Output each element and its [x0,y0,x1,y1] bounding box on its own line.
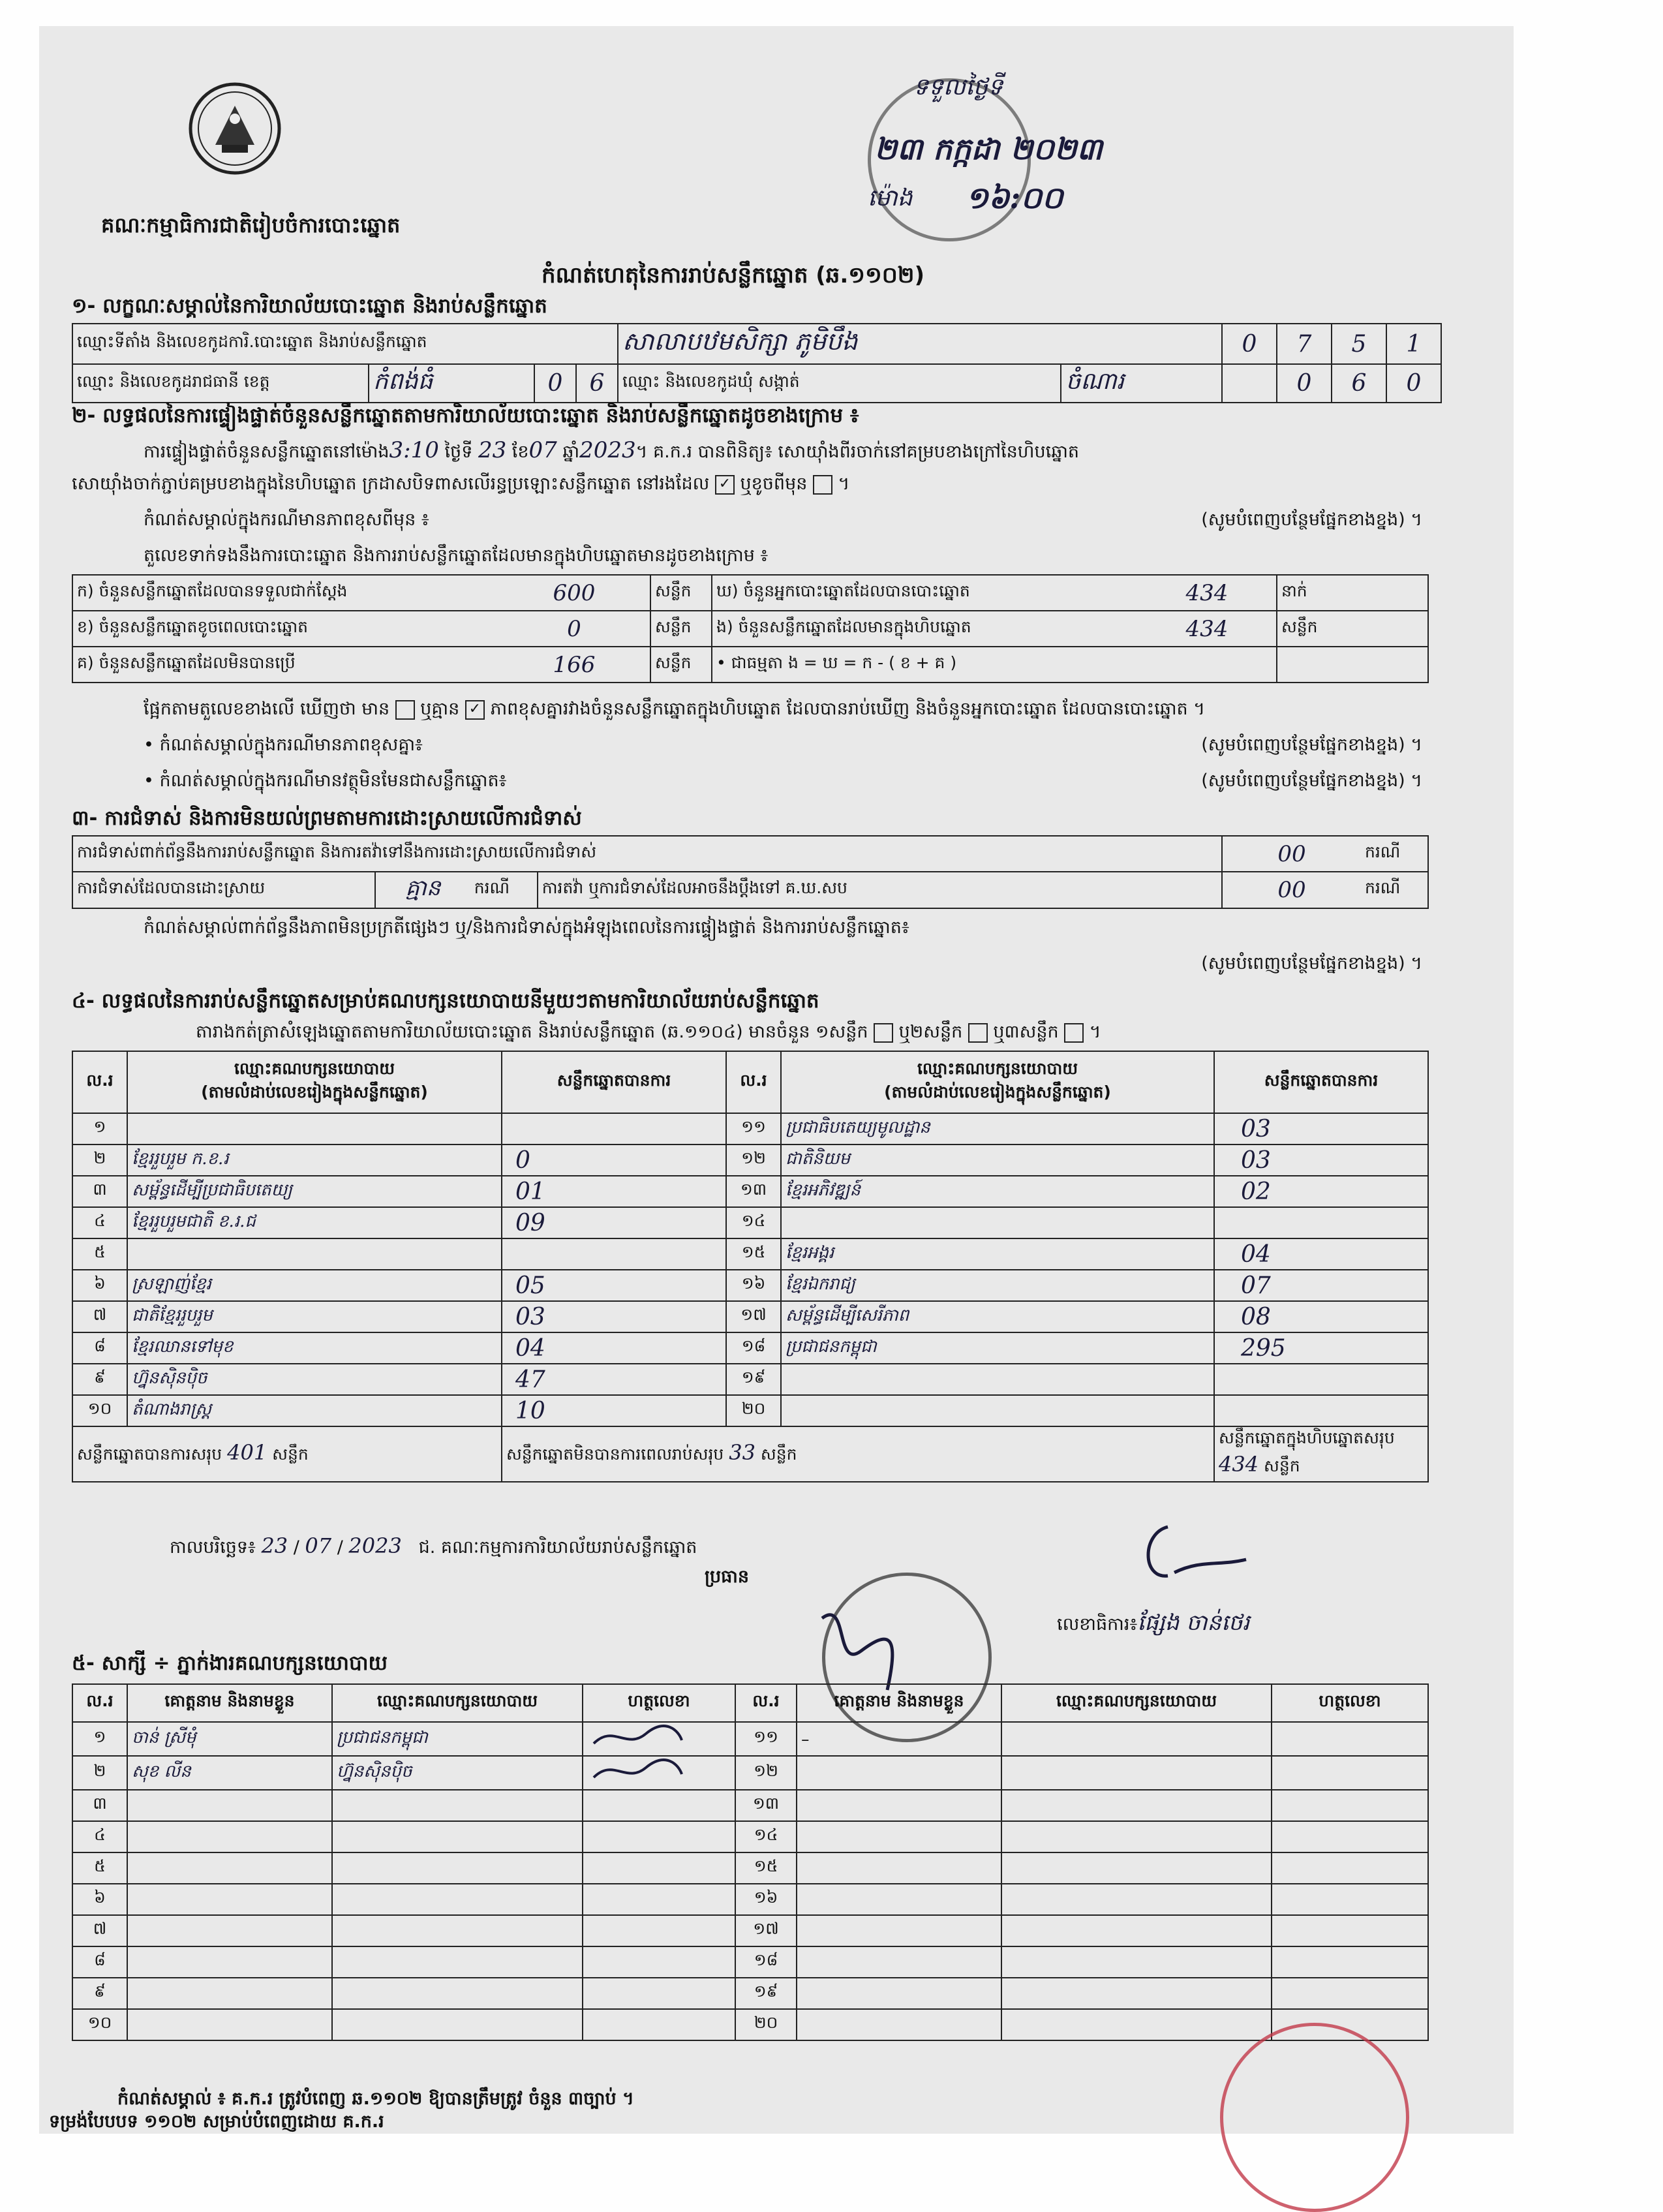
witness-no: ៩ [72,1978,127,2009]
station-digit-2: 7 [1277,324,1332,364]
secretary-signature [1129,1514,1259,1592]
witness-no: ១ [72,1722,127,1756]
witness-name [797,1821,1001,1852]
result-no: ៦ [72,1270,127,1301]
witness-name [127,1946,332,1978]
witness-signature [1272,1946,1428,1978]
witness-party [332,2009,583,2040]
witness-name [127,1884,332,1915]
intact-checkbox[interactable]: ✓ [715,475,735,495]
section-2-heading: ២- លទ្ធផលនៃការផ្ទៀងផ្ទាត់ចំនួនសន្លឹកឆ្នោតតាមការិយាល័យបោះឆ្នោត និងរាប់សន្លឹកឆ្នោតដូចខាងក្រោម ៖ [72,404,859,427]
result-party: ប្រជាធិបតេយ្យមូលដ្ឋាន [781,1113,1214,1144]
witness-name [797,1915,1001,1946]
witness-row [72,2009,1428,2040]
result-votes: 03 [1214,1144,1428,1176]
result-party [781,1364,1214,1395]
figure-unit: សន្លឹក [650,647,712,683]
witness-name: ចាន់ ស្រីមុំ [127,1722,332,1756]
result-votes [502,1113,726,1144]
witness-table [72,1683,1429,2041]
secretary-line: លេខាធិការ៖ផ្សែង ចាន់ថេរ [1057,1610,1250,1636]
no-difference-checkbox[interactable]: ✓ [465,700,485,720]
result-party: ហ្វ៊ុនស៊ិនប៉ិច [127,1364,502,1395]
result-party: ខ្មែរអង្គរ [781,1238,1214,1270]
box-total-value: 434 [1219,1452,1259,1477]
witness-signature [1272,1790,1428,1821]
witness-name [797,1884,1001,1915]
result-votes: 295 [1214,1332,1428,1364]
province-label: ឈ្មោះ និងលេខកូដរាជធានី ខេត្ត [72,364,369,403]
result-party: ខ្មែរឯករាជ្យ [781,1270,1214,1301]
witness-name: សុខ លីន [127,1756,332,1790]
witness-no: ១៨ [735,1946,797,1978]
complaints-value: 00 [1222,836,1361,872]
result-no: ១៥ [726,1238,781,1270]
figure-value-2 [1138,647,1277,683]
complaints-label: ការជំទាស់ពាក់ព័ន្ធនឹងការរាប់សន្លឹកឆ្នោត និងការតវ៉ាទៅនឹងការដោះស្រាយលើការជំទាស់ [72,836,1222,872]
section-4-heading: ៤- លទ្ធផលនៃការរាប់សន្លឹកឆ្នោតសម្រាប់គណបក្សនយោបាយនីមួយៗតាមការិយាល័យរាប់សន្លឹកឆ្នោត [72,989,819,1013]
seal-check-line: សោយ៉ាំងចាក់ភ្ជាប់គម្របខាងក្នុងនៃហិបឆ្នោត ក្រដាសបិទពាសលើរន្ធប្រឡោះសន្លឹកឆ្នោត នៅរងដែល ✓ ឬខូចពីមុន ។ [72,474,850,494]
witness-no: ១៦ [735,1884,797,1915]
col-votes-left: សន្លឹកឆ្នោតបានការ [502,1051,726,1113]
commune-value: ចំណារ [1061,364,1222,403]
witness-name [797,1946,1001,1978]
result-row [72,1207,1428,1238]
result-votes [502,1238,726,1270]
witness-no: ៣ [72,1790,127,1821]
result-row [72,1332,1428,1364]
witness-name [797,1978,1001,2009]
witness-party [332,1946,583,1978]
result-no: ៩ [72,1364,127,1395]
result-no: ១៦ [726,1270,781,1301]
irregularity-note: កំណត់សម្គាល់ពាក់ព័ន្ធនឹងភាពមិនប្រក្រតីផ្សេងៗ ឬ/និងការជំទាស់ក្នុងអំឡុងពេលនៃការផ្ទៀងផ្ទាត់ និងការរាប់សន្លឹកឆ្នោត៖ [144,917,909,938]
witness-party [1001,1946,1272,1978]
invalid-total-cell: សន្លឹកឆ្នោតមិនបានការពេលរាប់សរុប 33 សន្លឹក [502,1426,1214,1482]
result-row [72,1176,1428,1207]
witness-signature [583,1722,735,1756]
result-party: ខ្មែរអភិវឌ្ឍន៍ [781,1176,1214,1207]
station-digit-1: 0 [1222,324,1277,364]
witness-signature [1272,1852,1428,1884]
witness-name [127,2009,332,2040]
figure-label: គ) ចំនួនសន្លឹកឆ្នោតដែលមិនបានប្រើ [72,647,498,683]
station-digit-4: 1 [1386,324,1441,364]
figure-unit: សន្លឹក [650,575,712,611]
witness-no: ១៩ [735,1978,797,2009]
witness-party: ហ្វ៊ុនស៊ិនប៉ិច [332,1756,583,1790]
w-col-party-left: ឈ្មោះគណបក្សនយោបាយ [332,1684,583,1722]
witness-name: – [797,1722,1001,1756]
result-no: ១៤ [726,1207,781,1238]
nec-emblem-logo [186,80,284,177]
witness-party [332,1790,583,1821]
result-votes: 0 [502,1144,726,1176]
result-votes [1214,1207,1428,1238]
witness-row [72,1915,1428,1946]
complaints-table [72,835,1429,909]
result-no: ១២ [726,1144,781,1176]
result-votes: 03 [1214,1113,1428,1144]
witness-signature [1272,1978,1428,2009]
station-table [72,323,1442,403]
tally-sheet-line: តារាងកត់ត្រាសំឡេងឆ្នោតតាមការិយាល័យបោះឆ្នោត និងរាប់សន្លឹកឆ្នោត (ឆ.១១០៤) មានចំនួន ១សន្លឹក ឬ២សន្លឹក ឬ៣សន្លឹក ។ [196,1022,1101,1042]
results-table [72,1051,1429,1482]
month-value: 07 [528,437,557,463]
witness-party [1001,1884,1272,1915]
witness-signature [1272,1915,1428,1946]
witness-signature [583,1915,735,1946]
box-total-cell: សន្លឹកឆ្នោតក្នុងហិបឆ្នោតសរុប 434 សន្លឹក [1214,1426,1428,1482]
witness-signature [583,1884,735,1915]
stamp-date: ២៣ កក្កដា ២០២៣ [874,131,1103,166]
received-stamp [809,65,1200,261]
witness-party: ប្រជាជនកម្ពុជា [332,1722,583,1756]
witness-party [332,1884,583,1915]
result-no: ១ [72,1113,127,1144]
commune-digit-3: 0 [1386,364,1441,403]
witness-name [797,1852,1001,1884]
witness-signature [583,1821,735,1852]
result-votes [1214,1364,1428,1395]
witness-party [1001,1722,1272,1756]
result-party [781,1207,1214,1238]
result-row [72,1113,1428,1144]
col-votes-right: សន្លឹកឆ្នោតបានការ [1214,1051,1428,1113]
appeal-value: 00 [1222,872,1361,908]
witness-row [72,1978,1428,2009]
discrepancy-line: ផ្អែកតាមតួលេខខាងលើ ឃើញថា មាន ឬគ្មាន ✓ ភាពខុសគ្នារវាងចំនួនសន្លឹកឆ្នោតក្នុងហិបឆ្នោត ដែលបានរាប់ឃើញ និងចំនួនអ្នកបោះឆ្នោត ដែលបានបោះឆ្នោត ។ [144,699,1206,719]
witness-party [332,1915,583,1946]
w-col-sign-right: ហត្ថលេខា [1272,1684,1428,1722]
figure-value: 166 [498,647,650,683]
witness-name [797,1790,1001,1821]
witness-name [797,2009,1001,2040]
result-party: ជាតិនិយម [781,1144,1214,1176]
time-value: 3:10 [389,437,439,463]
difference-note-line: កំណត់សម្គាល់ក្នុងករណីមានភាពខុសពីមុន ៖ (សូមបំពេញបន្ថែមផ្នែកខាងខ្នង) ។ [144,510,1422,530]
foreign-object-remark: • កំណត់សម្គាល់ក្នុងករណីមានវត្ថុមិនមែនជាសន្លឹកឆ្នោត៖ (សូមបំពេញបន្ថែមផ្នែកខាងខ្នង) ។ [144,771,1422,791]
witness-signature [1272,1884,1428,1915]
col-no-right: ល.រ [726,1051,781,1113]
result-votes: 01 [502,1176,726,1207]
section-5-heading: ៥- សាក្សី ÷ ភ្នាក់ងារគណបក្សនយោបាយ [72,1651,388,1675]
one-sheet-checkbox[interactable] [874,1023,893,1043]
witness-row [72,1852,1428,1884]
result-votes: 47 [502,1364,726,1395]
witness-name [127,1978,332,2009]
year-value: 2023 [579,437,636,463]
ballot-figures-table [72,574,1429,683]
result-no: ១១ [726,1113,781,1144]
result-votes: 03 [502,1301,726,1332]
result-no: ៧ [72,1301,127,1332]
result-row [72,1301,1428,1332]
form-page: គណៈកម្មាធិការជាតិរៀបចំការបោះឆ្នោត ទទួលថ្ងៃទី ២៣ កក្កដា ២០២៣ ម៉ោង ១៦:០០ កំណត់ហេតុនៃការរាប់សន្លឹកឆ្នោត (ឆ.១១០២) ១- លក្ខណៈសម្គាល់នៃការិយាល័យបោះឆ្នោត និងរាប់សន្លឹកឆ្នោត ឈ្មោះទីតាំង និងលេខកូដការិ.បោះឆ្នោត និងរាប់សន្លឹកឆ្នោត សាលាបឋមសិក្សា ភូមិបឹង 0 7 5 1 ឈ្មោះ និងលេខកូដរាជធានី ខេត្ត កំពង់ធំ 0 6 ឈ្មោះ និងលេខកូដឃុំ សង្កាត់ ចំណារ 0 6 0 ២- លទ្ធផលនៃការផ្ទៀងផ្ទាត់ចំនួនសន្លឹកឆ្នោតតាមការិយាល័យបោះឆ្នោត និងរាប់សន្លឹកឆ្នោតដូចខាងក្រោម ៖ ការផ្ទៀងផ្ទាត់ចំនួនសន្លឹកឆ្នោតនៅម៉ោង3:10 ថ្ងៃទី 23 ខែ07 ឆ្នាំ2023។ គ.ក.រ បានពិនិត្យ៖ សោយ៉ាំងពីរចាក់នៅគម្របខាងក្រៅនៃហិបឆ្នោត សោយ៉ាំងចាក់ភ្ជាប់គម្របខាងក្នុងនៃហិបឆ្នោត ក្រដាសបិទពាសលើរន្ធប្រឡោះសន្លឹកឆ្នោត នៅរងដែល ✓ ឬខូចពីមុន ។ កំណត់សម្គាល់ក្នុងករណីមានភាពខុសពីមុន ៖ (សូមបំពេញបន្ថែមផ្នែកខាងខ្នង) ។ តួលេខទាក់ទងនឹងការបោះឆ្នោត និងការរាប់សន្លឹកឆ្នោតដែលមានក្នុងហិបឆ្នោតមានដូចខាងក្រោម ៖ ក) ចំនួនសន្លឹកឆ្នោតដែលបានទទួលជាក់ស្តែង 600 សន្លឹក ឃ) ចំនួនអ្នកបោះឆ្នោតដែលបានបោះឆ្នោត 434 នាក់ ខ) ចំនួនសន្លឹកឆ្នោតខូចពេលបោះឆ្នោត 0 សន្លឹក ង) ចំនួនសន្លឹកឆ្នោតដែលមានក្នុងហិបឆ្នោត 434 សន្លឹក គ) ចំនួនសន្លឹកឆ្នោតដែលមិនបានប្រើ 166 សន្លឹក • ជាធម្មតា ង = ឃ = ក - ( ខ + គ ) ផ្អែកតាមតួលេខខាងលើ ឃើញថា មាន ឬគ្មាន ✓ ភាពខុសគ្នារវាងចំនួនសន្លឹកឆ្នោតក្នុងហិបឆ្នោត ដែលបានរាប់ឃើញ និងចំនួនអ្នកបោះឆ្នោត ដែលបានបោះឆ្នោត ។ • កំណត់សម្គាល់ក្នុងករណីមានភាពខុសគ្នា៖ (សូមបំពេញបន្ថែមផ្នែកខាងខ្នង) ។ • កំណត់សម្គាល់ក្នុងករណីមានវត្ថុមិនមែនជាសន្លឹកឆ្នោត៖ (សូមបំពេញបន្ថែមផ្នែកខាងខ្នង) ។ ៣- ការជំទាស់ និងការមិនយល់ព្រមតាមការដោះស្រាយលើការជំទាស់ ការជំទាស់ពាក់ព័ន្ធនឹងការរាប់សន្លឹកឆ្នោត និងការតវ៉ាទៅនឹងការដោះស្រាយលើការជំទាស់ 00 ករណី ការជំទាស់ដែលបានដោះស្រាយ គ្មាន ករណី ការតវ៉ា ឬការជំទាស់ដែលអាចនឹងប្តឹងទៅ គ.ឃ.សប 00 ករណី កំណត់សម្គាល់ពាក់ព័ន្ធនឹងភាពមិនប្រក្រតីផ្សេងៗ ឬ/និងការជំទាស់ក្នុងអំឡុងពេលនៃការផ្ទៀងផ្ទាត់ និងការរាប់សន្លឹកឆ្នោត៖ (សូមបំពេញបន្ថែមផ្នែកខាងខ្នង) ។ ៤- លទ្ធផលនៃការរាប់សន្លឹកឆ្នោតសម្រាប់គណបក្សនយោបាយនីមួយៗតាមការិយាល័យរាប់សន្លឹកឆ្នោត តារាងកត់ត្រាសំឡេងឆ្នោតតាមការិយាល័យបោះឆ្នោត និងរាប់សន្លឹកឆ្នោត (ឆ.១១០៤) មានចំនួន ១សន្លឹក ឬ២សន្លឹក ឬ៣សន្លឹក ។ ល.រ ឈ្មោះគណបក្សនយោបាយ (តាមលំដាប់លេខរៀងក្នុងសន្លឹកឆ្នោត) សន្លឹកឆ្នោតបានការ ល.រ ឈ្មោះគណបក្សនយោបាយ (តាមលំដាប់លេខរៀងក្នុងសន្លឹកឆ្នោត) សន្លឹកឆ្នោតបានការ ១ ១១ ប្រជាធិបតេយ្យមូលដ្ឋាន 03 ២ ខ្មែររួបរួម ក.ខ.រ 0 ១២ ជាតិនិយម 03 ៣ សម្ព័ន្ធដើម្បីប្រជាធិបតេយ្យ 01 ១៣ ខ្មែរអភិវឌ្ឍន៍ 02 ៤ ខ្មែររួបរួមជាតិ ខ.រ.ជ 09 ១៤ ៥ ១៥ ខ្មែរអង្គរ 04 ៦ ស្រឡាញ់ខ្មែរ 05 ១៦ ខ្មែរឯករាជ្យ 07 ៧ ជាតិខ្មែររួបរួម 03 ១៧ សម្ព័ន្ធដើម្បីសេរីភាព 08 ៨ ខ្មែរឈានទៅមុខ 04 ១៨ ប្រជាជនកម្ពុជា 295 ៩ ហ្វ៊ុនស៊ិនប៉ិច 47 ១៩ ១០ តំណាងរាស្ត្រ 10 ២០ សន្លឹកឆ្នោតបានការសរុប 401 សន្លឹក សន្លឹកឆ្នោតមិនបានការពេលរាប់សរុប 33 សន្លឹក សន្លឹកឆ្នោតក្នុងហិបឆ្នោតសរុប 434 សន្លឹក កាលបរិច្ឆេទ៖ 23 / 07 / 2023 ជ. គណៈកម្មការការិយាល័យរាប់សន្លឹកឆ្នោត ប្រធាន លេខាធិការ៖ផ្សែង ចាន់ថេរ ៥- សាក្សី ÷ ភ្នាក់ងារគណបក្សនយោបាយ ល.រ គោត្តនាម និងនាមខ្លួន ឈ្មោះគណបក្សនយោបាយ ហត្ថលេខា ល.រ គោត្តនាម និងនាមខ្លួន ឈ្មោះគណបក្សនយោបាយ ហត្ថលេខា ១ ចាន់ ស្រីមុំ ប្រជាជនកម្ពុជា ១១ – ២ សុខ លីន ហ្វ៊ុនស៊ិនប៉ិច ១២ ៣ ១៣ ៤ ១៤ ៥ ១៥ ៦ ១៦ ៧ ១៧ ៨ ១៨ ៩ ១៩ ១០ ២០ កំណត់សម្គាល់ ៖ គ.ក.រ ត្រូវបំពេញ ឆ.១១០២ ឱ្យបានត្រឹមត្រូវ ចំនួន ៣ច្បាប់ ។ [39,26,1514,2134]
result-party: សម្ព័ន្ធដើម្បីប្រជាធិបតេយ្យ [127,1176,502,1207]
witness-no: ៨ [72,1946,127,1978]
figure-value: 0 [498,611,650,647]
witness-no: ២០ [735,2009,797,2040]
witness-name [127,1790,332,1821]
witness-party [1001,1852,1272,1884]
figure-label-2: • ជាធម្មតា ង = ឃ = ក - ( ខ + គ ) [712,647,1138,683]
result-party: ប្រជាជនកម្ពុជា [781,1332,1214,1364]
witness-row [72,1884,1428,1915]
province-digit-2: 6 [576,364,618,403]
footer-note: កំណត់សម្គាល់ ៖ គ.ក.រ ត្រូវបំពេញ ឆ.១១០២ ឱ្យបានត្រឹមត្រូវ ចំនួន ៣ច្បាប់ ។ [117,2089,634,2109]
result-row [72,1270,1428,1301]
result-votes: 04 [502,1332,726,1364]
figure-label: ក) ចំនួនសន្លឹកឆ្នោតដែលបានទទួលជាក់ស្តែង [72,575,498,611]
figure-unit-2: នាក់ [1277,575,1428,611]
witness-party [1001,1978,1272,2009]
result-party: ស្រឡាញ់ខ្មែរ [127,1270,502,1301]
witness-no: ១៧ [735,1915,797,1946]
three-sheet-checkbox[interactable] [1064,1023,1084,1043]
result-no: ១៩ [726,1364,781,1395]
province-digit-1: 0 [534,364,576,403]
witness-row [72,1756,1428,1790]
result-votes: 09 [502,1207,726,1238]
witness-no: ១២ [735,1756,797,1790]
commune-digit-1: 0 [1277,364,1332,403]
witness-no: ៤ [72,1821,127,1852]
result-party: តំណាងរាស្ត្រ [127,1395,502,1426]
witness-party [1001,1756,1272,1790]
result-party [127,1238,502,1270]
witness-signature [583,1946,735,1978]
result-party: ខ្មែររួបរួម ក.ខ.រ [127,1144,502,1176]
province-value: កំពង់ធំ [369,364,534,403]
result-party: សម្ព័ន្ធដើម្បីសេរីភាព [781,1301,1214,1332]
date-line: កាលបរិច្ឆេទ៖ 23 / 07 / 2023 ជ. គណៈកម្មការការិយាល័យរាប់សន្លឹកឆ្នោត [170,1533,697,1558]
result-row [72,1364,1428,1395]
witness-party [332,1978,583,2009]
w-col-name-left: គោត្តនាម និងនាមខ្លួន [127,1684,332,1722]
witness-row [72,1722,1428,1756]
station-digit-3: 5 [1332,324,1386,364]
invalid-total-value: 33 [729,1440,755,1465]
figure-row [72,575,1428,611]
witness-signature [583,1978,735,2009]
witness-party [1001,1915,1272,1946]
witness-name [127,1821,332,1852]
witness-name [797,1756,1001,1790]
witness-no: ២ [72,1756,127,1790]
figure-label-2: ឃ) ចំនួនអ្នកបោះឆ្នោតដែលបានបោះឆ្នោត [712,575,1138,611]
result-no: ១៨ [726,1332,781,1364]
witness-no: ៧ [72,1915,127,1946]
result-votes: 07 [1214,1270,1428,1301]
secretary-name: ផ្សែង ចាន់ថេរ [1137,1610,1250,1636]
result-party [127,1113,502,1144]
witness-no: ១៤ [735,1821,797,1852]
resolved-value: គ្មាន [375,872,470,908]
result-no: ១៧ [726,1301,781,1332]
result-votes: 10 [502,1395,726,1426]
case-label-1: ករណី [1361,836,1428,872]
figures-intro: តួលេខទាក់ទងនឹងការបោះឆ្នោត និងការរាប់សន្លឹកឆ្នោតដែលមានក្នុងហិបឆ្នោតមានដូចខាងក្រោម ៖ [144,545,769,566]
result-no: ៤ [72,1207,127,1238]
result-no: ១៣ [726,1176,781,1207]
witness-name [127,1915,332,1946]
result-votes: 04 [1214,1238,1428,1270]
result-no: ២០ [726,1395,781,1426]
figure-unit: សន្លឹក [650,611,712,647]
date-year: 2023 [348,1533,402,1558]
result-no: ៨ [72,1332,127,1364]
w-col-name-right: គោត្តនាម និងនាមខ្លួន [797,1684,1001,1722]
witness-row [72,1790,1428,1821]
stamp-line-2: ម៉ោង [868,185,913,211]
chair-label: ប្រធាន [705,1567,750,1587]
figure-label-2: ង) ចំនួនសន្លឹកឆ្នោតដែលមានក្នុងហិបឆ្នោត [712,611,1138,647]
form-title: កំណត់ហេតុនៃការរាប់សន្លឹកឆ្នោត (ឆ.១១០២) [542,262,925,288]
figure-value-2: 434 [1138,575,1277,611]
witness-name [127,1852,332,1884]
col-party-left: ឈ្មោះគណបក្សនយោបាយ (តាមលំដាប់លេខរៀងក្នុងសន្លឹកឆ្នោត) [127,1051,502,1113]
witness-signature [583,2009,735,2040]
org-name: គណៈកម្មាធិការជាតិរៀបចំការបោះឆ្នោត [101,213,401,238]
date-day: 23 [261,1533,288,1558]
result-votes [1214,1395,1428,1426]
section-1-heading: ១- លក្ខណៈសម្គាល់នៃការិយាល័យបោះឆ្នោត និងរាប់សន្លឹកឆ្នោត [72,294,547,318]
w-col-party-right: ឈ្មោះគណបក្សនយោបាយ [1001,1684,1272,1722]
commune-digit-2: 6 [1332,364,1386,403]
date-month: 07 [305,1533,332,1558]
two-sheet-checkbox[interactable] [968,1023,988,1043]
station-value: សាលាបឋមសិក្សា ភូមិបឹង [618,324,1222,364]
has-difference-checkbox[interactable] [395,700,415,720]
witness-party [1001,1821,1272,1852]
result-party: ខ្មែរឈានទៅមុខ [127,1332,502,1364]
result-row [72,1395,1428,1426]
case-label-2: ករណី [470,872,538,908]
witness-no: ១៣ [735,1790,797,1821]
col-party-right: ឈ្មោះគណបក្សនយោបាយ (តាមលំដាប់លេខរៀងក្នុងសន្លឹកឆ្នោត) [781,1051,1214,1113]
result-no: ៣ [72,1176,127,1207]
stamp-line-1: ទទួលថ្ងៃទី [913,74,1003,100]
day-value: 23 [478,437,507,463]
case-label-3: ករណី [1361,872,1428,908]
witness-signature [583,1852,735,1884]
col-no-left: ល.រ [72,1051,127,1113]
witness-row [72,1946,1428,1978]
figure-value: 600 [498,575,650,611]
result-party [781,1395,1214,1426]
witness-no: ១៥ [735,1852,797,1884]
witness-party [332,1852,583,1884]
w-col-no-right: ល.រ [735,1684,797,1722]
witness-party [1001,2009,1272,2040]
witness-no: ១១ [735,1722,797,1756]
appeal-label: ការតវ៉ា ឬការជំទាស់ដែលអាចនឹងប្តឹងទៅ គ.ឃ.សប [538,872,1222,908]
damaged-checkbox[interactable] [813,475,832,495]
result-party: ខ្មែររួបរួមជាតិ ខ.រ.ជ [127,1207,502,1238]
valid-total-cell: សន្លឹកឆ្នោតបានការសរុប 401 សន្លឹក [72,1426,502,1482]
witness-row [72,1821,1428,1852]
figure-unit-2: សន្លឹក [1277,611,1428,647]
form-code: ទម្រង់បែបបទ ១១០២ សម្រាប់បំពេញដោយ គ.ក.រ [49,2112,384,2132]
result-no: ៥ [72,1238,127,1270]
witness-signature [1272,1722,1428,1756]
station-label: ឈ្មោះទីតាំង និងលេខកូដការិ.បោះឆ្នោត និងរាប់សន្លឹកឆ្នោត [72,324,618,364]
w-col-no-left: ល.រ [72,1684,127,1722]
witness-no: ៥ [72,1852,127,1884]
figure-label: ខ) ចំនួនសន្លឹកឆ្នោតខូចពេលបោះឆ្នោត [72,611,498,647]
witness-signature [583,1790,735,1821]
witness-signature [1272,1756,1428,1790]
result-votes: 05 [502,1270,726,1301]
result-no: ១០ [72,1395,127,1426]
figure-row [72,611,1428,647]
witness-signature [1272,1821,1428,1852]
w-col-sign-left: ហត្ថលេខា [583,1684,735,1722]
valid-total-value: 401 [227,1440,267,1465]
figure-row [72,647,1428,683]
witness-signature [583,1756,735,1790]
commune-label: ឈ្មោះ និងលេខកូដឃុំ សង្កាត់ [618,364,1061,403]
difference-remark: • កំណត់សម្គាល់ក្នុងករណីមានភាពខុសគ្នា៖ (សូមបំពេញបន្ថែមផ្នែកខាងខ្នង) ។ [144,735,1422,755]
resolved-label: ការជំទាស់ដែលបានដោះស្រាយ [72,872,375,908]
red-seal [1220,2023,1409,2212]
figure-unit-2 [1277,647,1428,683]
witness-party [332,1821,583,1852]
result-row [72,1238,1428,1270]
stamp-time: ១៦:០០ [966,180,1063,215]
result-row [72,1144,1428,1176]
result-votes: 08 [1214,1301,1428,1332]
result-party: ជាតិខ្មែររួបរួម [127,1301,502,1332]
verification-line: ការផ្ទៀងផ្ទាត់ចំនួនសន្លឹកឆ្នោតនៅម៉ោង3:10 ថ្ងៃទី 23 ខែ07 ឆ្នាំ2023។ គ.ក.រ បានពិនិត្យ៖ សោយ៉ាំងពីរចាក់នៅគម្របខាងក្រៅនៃហិបឆ្នោត [144,437,1080,463]
section-3-heading: ៣- ការជំទាស់ និងការមិនយល់ព្រមតាមការដោះស្រាយលើការជំទាស់ [72,806,582,830]
witness-no: ៦ [72,1884,127,1915]
result-no: ២ [72,1144,127,1176]
figure-value-2: 434 [1138,611,1277,647]
result-votes: 02 [1214,1176,1428,1207]
witness-party [1001,1790,1272,1821]
witness-no: ១០ [72,2009,127,2040]
